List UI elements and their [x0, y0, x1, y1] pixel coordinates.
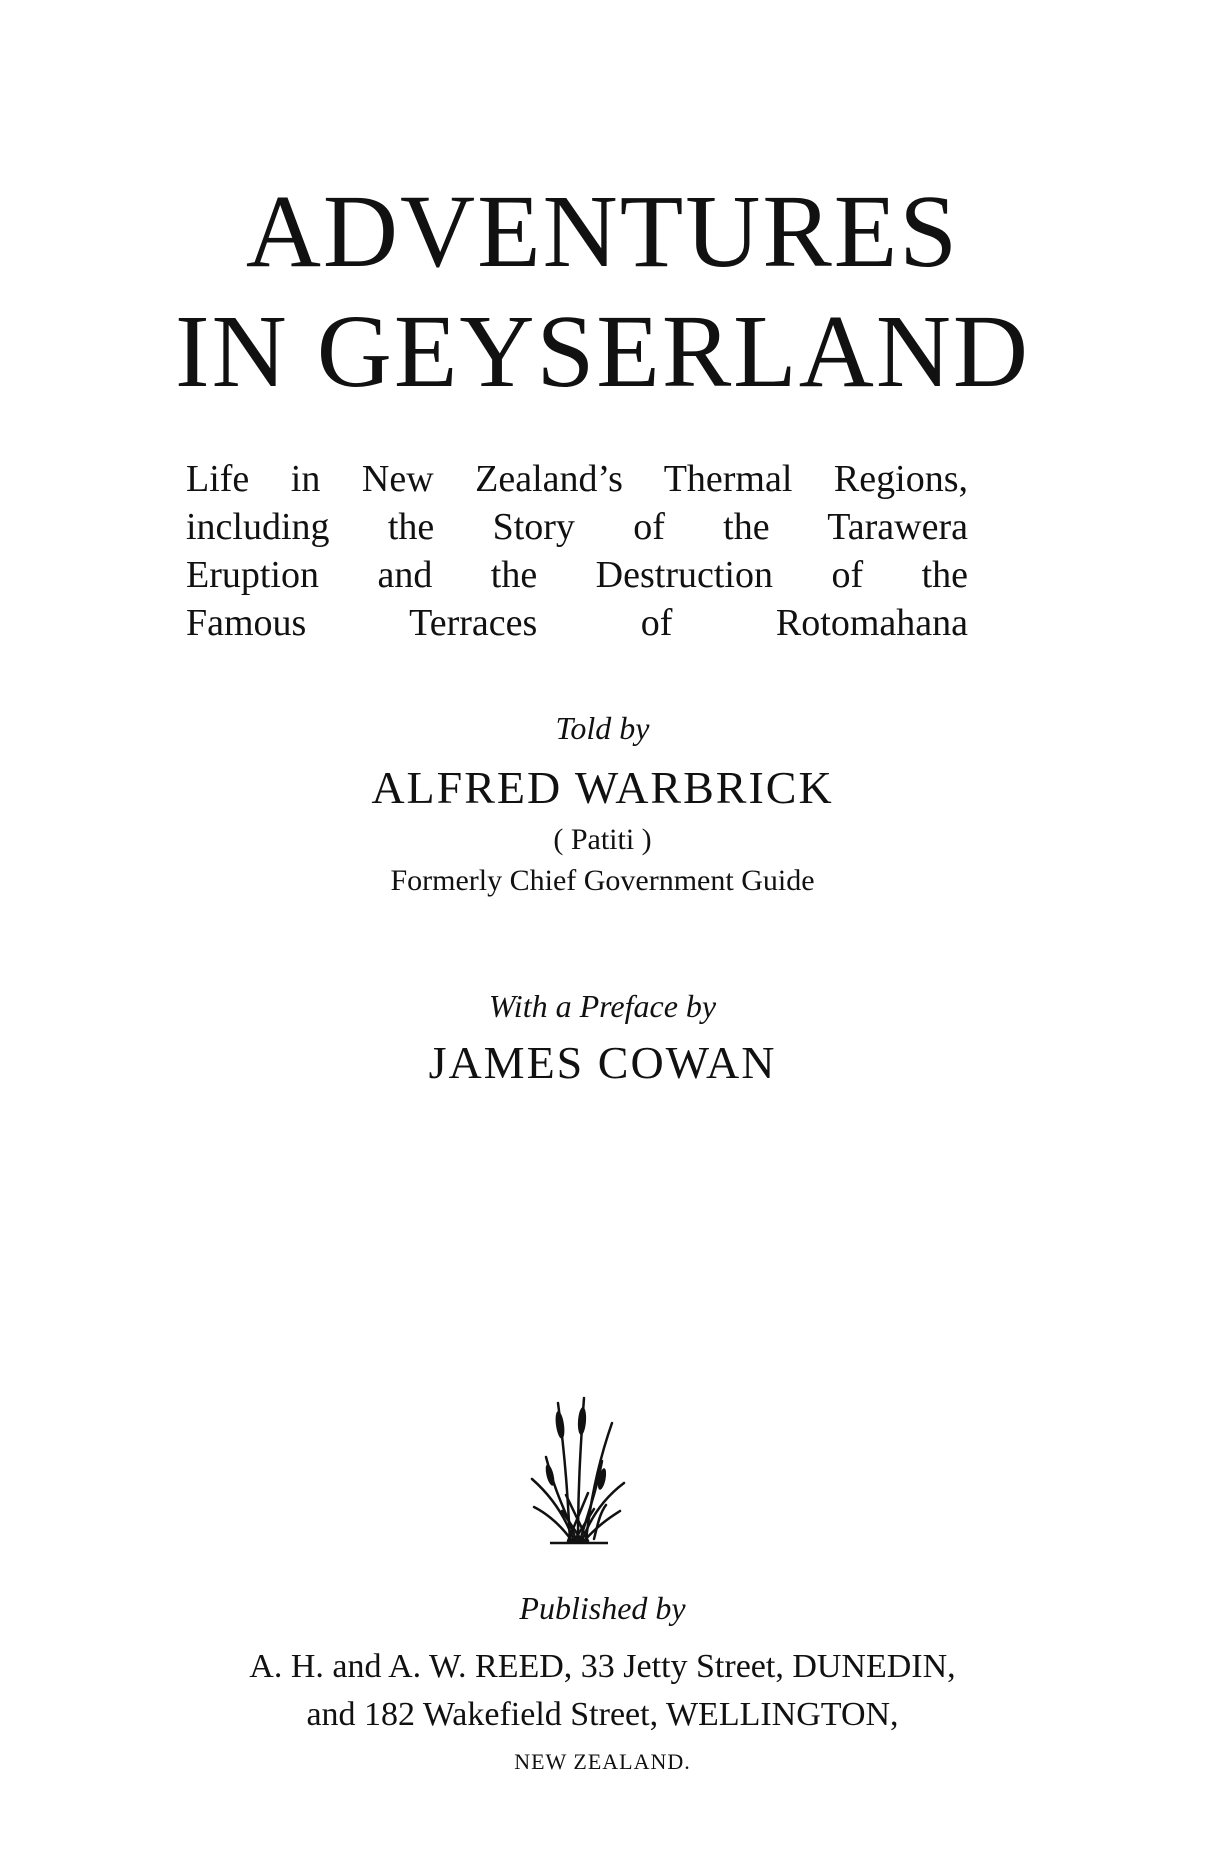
subtitle-line-2: including the Story of the Tarawera	[186, 506, 968, 548]
told-by-label: Told by	[555, 710, 650, 746]
preface-author-name: JAMES COWAN	[428, 1037, 777, 1088]
published-by-label: Published by	[519, 1590, 686, 1626]
author-role: Formerly Chief Government Guide	[390, 864, 815, 897]
subtitle-line-1: Life in New Zealand’s Thermal Regions,	[186, 458, 968, 500]
book-subtitle	[186, 455, 968, 647]
publisher-line-3: NEW ZEALAND.	[514, 1749, 691, 1774]
book-title-line-1: ADVENTURES	[245, 174, 960, 289]
preface-label: With a Preface by	[488, 988, 717, 1024]
publisher-line-1: A. H. and A. W. REED, 33 Jetty Street, DUNEDIN,	[249, 1648, 956, 1685]
author-name: ALFRED WARBRICK	[371, 762, 834, 813]
publisher-line-2: and 182 Wakefield Street, WELLINGTON,	[306, 1696, 899, 1733]
raupo-reeds-icon	[528, 1383, 628, 1553]
author-alias: ( Patiti )	[553, 823, 652, 856]
subtitle-line-3: Eruption and the Destruction of the	[186, 554, 968, 596]
subtitle-line-4: Famous Terraces of Rotomahana	[186, 602, 968, 644]
book-title-line-2: IN GEYSERLAND	[174, 294, 1031, 409]
